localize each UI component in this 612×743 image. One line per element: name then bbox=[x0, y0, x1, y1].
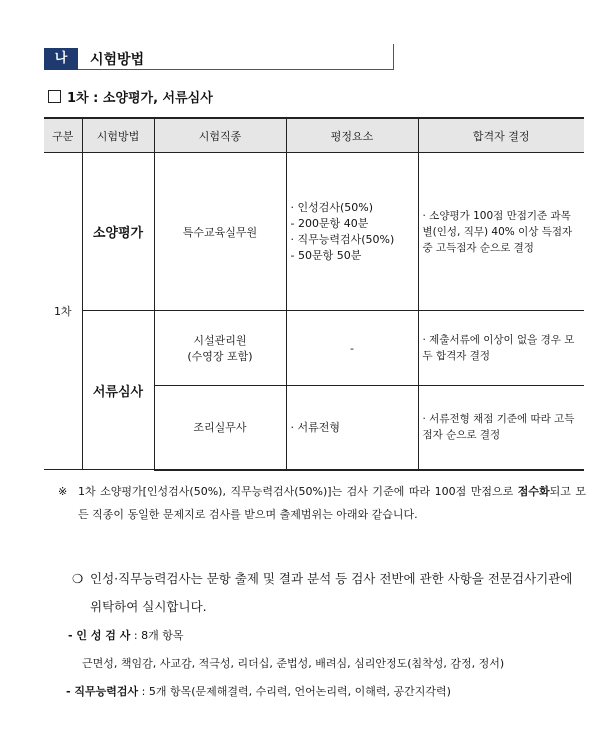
circle-bullet-icon: ❍ bbox=[72, 571, 84, 586]
header-criteria: 평정요소 bbox=[286, 118, 418, 153]
list-item-personality bbox=[68, 627, 183, 643]
decision-cell: · 제출서류에 이상이 없을 경우 모두 합격자 결정 bbox=[418, 311, 584, 386]
subheading bbox=[48, 87, 213, 106]
section-underline-tick bbox=[393, 44, 394, 70]
note-text-b: 되고 모든 직종이 동일한 문제지로 검사를 받으며 출제범위는 아래와 같습니다. bbox=[78, 485, 587, 521]
note-text-a: 1차 소양평가[인성검사(50%), 직무능력검사(50%)]는 검사 기준에 따라 100점 만점으로 bbox=[78, 485, 518, 498]
method-cell: 서류심사 bbox=[82, 311, 154, 470]
job-subtext: (수영장 포함) bbox=[187, 350, 253, 363]
criteria-line: · 직무능력검사(50%) bbox=[290, 232, 395, 246]
job-cell: 특수교육실무원 bbox=[154, 153, 286, 311]
note-paragraph bbox=[58, 480, 586, 526]
criteria-line: - 200문항 40분 bbox=[290, 216, 369, 230]
bullet-text: 인성·직무능력검사는 문항 출제 및 결과 분석 등 검사 전반에 관한 사항을 전문검사기관에 위탁하여 실시합니다. bbox=[90, 571, 573, 614]
job-cell bbox=[154, 311, 286, 386]
section-title: 시험방법 bbox=[90, 52, 145, 68]
header-job: 시험직종 bbox=[154, 118, 286, 153]
criteria-line: - 50문항 50분 bbox=[290, 248, 362, 262]
section-header bbox=[44, 44, 394, 70]
list-item-job-ability bbox=[66, 683, 451, 699]
section-badge: 나 bbox=[44, 48, 78, 70]
decision-cell: · 서류전형 채점 기준에 따라 고득점자 순으로 결정 bbox=[418, 386, 584, 470]
square-icon bbox=[48, 90, 61, 103]
header-stage: 구분 bbox=[44, 118, 82, 153]
subheading-text: 1차 : 소양평가, 서류심사 bbox=[67, 91, 213, 106]
stage-cell: 1차 bbox=[44, 153, 82, 470]
criteria-cell: · 서류전형 bbox=[286, 386, 418, 470]
list-item-detail: 근면성, 책임감, 사교감, 적극성, 리더십, 준법성, 배려심, 심리안정도(침착성, 감정, 정서) bbox=[82, 657, 505, 670]
table-row bbox=[44, 311, 584, 386]
header-method: 시험방법 bbox=[82, 118, 154, 153]
job-cell: 조리실무사 bbox=[154, 386, 286, 470]
exam-method-table bbox=[44, 117, 584, 471]
section-underline bbox=[78, 69, 394, 70]
reference-mark: ※ bbox=[58, 485, 68, 498]
job-name: 시설관리원 bbox=[193, 334, 247, 347]
note-text-bold: 점수화 bbox=[517, 485, 550, 498]
criteria-cell: - bbox=[286, 311, 418, 386]
item-value: : 5개 항목(문제해결력, 수리력, 언어논리력, 이해력, 공간지각력) bbox=[141, 685, 451, 698]
item-label: - 직무능력검사 bbox=[66, 685, 139, 698]
item-value: : 8개 항목 bbox=[133, 629, 184, 642]
item-label: - 인 성 검 사 bbox=[68, 629, 131, 642]
note-text bbox=[58, 480, 586, 526]
table-row bbox=[44, 153, 584, 311]
header-decision: 합격자 결정 bbox=[418, 118, 584, 153]
bullet-paragraph bbox=[72, 565, 588, 621]
method-cell: 소양평가 bbox=[82, 153, 154, 311]
decision-cell: · 소양평가 100점 만점기준 과목별(인성, 직무) 40% 이상 득점자 중 고득점자 순으로 결정 bbox=[418, 153, 584, 311]
table-header-row bbox=[44, 118, 584, 153]
criteria-line: · 인성검사(50%) bbox=[290, 200, 374, 214]
criteria-cell bbox=[286, 153, 418, 311]
